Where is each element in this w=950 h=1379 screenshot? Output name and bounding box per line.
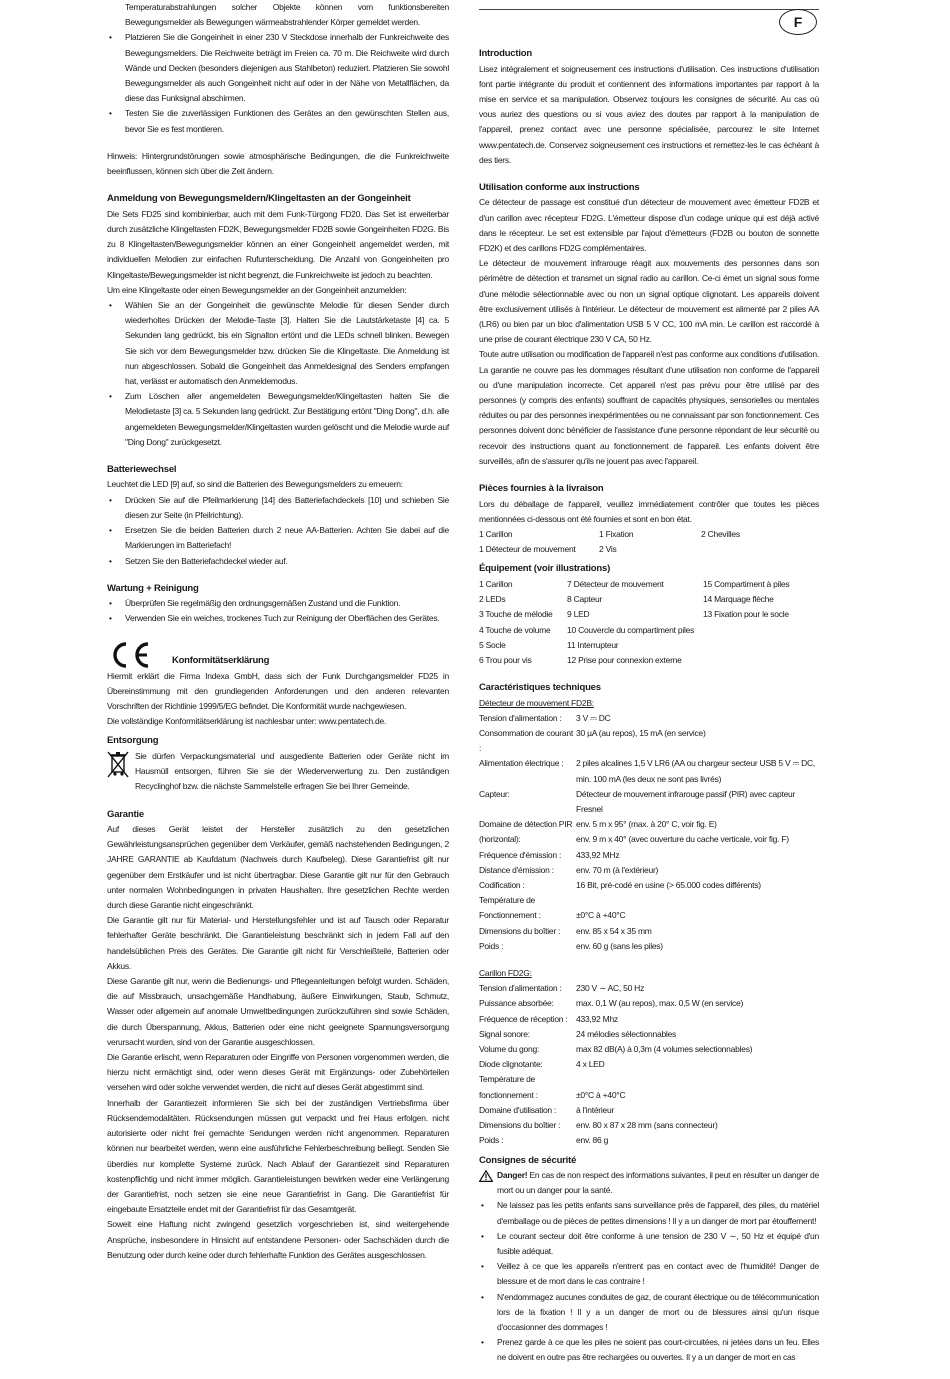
spec-label: Distance d'émission : [479, 864, 554, 875]
ce-heading-row [107, 639, 449, 669]
bullets-top [107, 30, 449, 136]
spec-value: 24 mélodies sélectionnables [576, 1028, 677, 1039]
list-item: 10 Couvercle du compartiment piles [567, 624, 695, 635]
header-rule [479, 9, 819, 10]
list-item: • Prenez garde à ce que les piles ne soient pas court-circuitées, ni jetées dans un feu. Elles ne doivent en outre pas être rechargées ou ouvertes. Il y a un danger de mort en cas [479, 1335, 819, 1365]
spec-label: Tension d'alimentation : [479, 712, 562, 723]
list-item: • Drücken Sie auf die Pfeilmarkierung [14] des Batteriefachdeckels [10] und schieben Sie diesen zur Seite (in Pfeilrichtung). [107, 493, 449, 523]
spec-label: Alimentation électrique : [479, 758, 564, 769]
list-item: 2 Chevilles [701, 528, 740, 539]
anmeldung-paragraph: Die Sets FD25 sind kombinierbar, auch mit dem Funk-Türgong FD20. Das Set ist erweiterbar durch zusätzliche Klingeltasten FD2K, Bewegungsmelder FD2B sowie Gongeinheiten FD2G. Bis zu 8 Klingeltasten/Bewegungsmelder können an einer Gongeinheit angemeldet werden, mit individuellen Melodien zur einfachen Rufunterscheidung. Die Anzahl von Gongeinheiten pro Klingeltaste/Bewegungsmelder ist nicht begrenzt, die Funkreichweite ist jedoch zu beachten. [107, 208, 449, 280]
list-item: • Zum Löschen aller angemeldeten Bewegungsmelder/Klingeltasten halten Sie die Melodietaste [3] ca. 5 Sekunden lang gedrückt. Zur Bestätigung ertönt "Ding Dong", d.h. alle angemeldeten Bewegungsmelder/Klingeltasten wurden gelöscht und die Melodie wurde auf "Ding Dong" zurückgesetzt. [107, 389, 449, 450]
wartung-bullets [107, 596, 449, 626]
list-item: • Testen Sie die zuverlässigen Funktionen des Gerätes an den gewünschten Stellen aus, bevor Sie es fest montieren. [107, 106, 449, 136]
list-item: 11 Interrupteur [567, 639, 619, 650]
list-item: 7 Détecteur de mouvement [567, 578, 664, 589]
spec-label: Tension d'alimentation : [479, 983, 562, 994]
spec-label: (horizontal): [479, 834, 521, 845]
spec-value: max 82 dB(A) à 0,3m (4 volumes selectionnables) [576, 1044, 753, 1055]
spec-label: Signal sonore: [479, 1028, 530, 1039]
spec-value: à l'intérieur [576, 1104, 615, 1115]
usage-heading: Utilisation conforme aux instructions [479, 181, 640, 193]
spec-value [576, 893, 819, 908]
spec-label: Fréquence d'émission : [479, 849, 562, 860]
entsorgung-row [107, 749, 449, 795]
danger-notice [479, 1168, 819, 1198]
anmeldung-heading: Anmeldung von Bewegungsmeldern/Klingeltasten an der Gongeinheit [107, 193, 411, 205]
list-item: 6 Trou pour vis [479, 654, 532, 665]
usage-paragraph: Ce détecteur de passage est constitué d'un détecteur de mouvement avec émetteur FD2B et d'un carillon avec récepteur FD2G. L'émetteur dispose d'un codage unique qui est déjà activé dans le récepteur. Le set est extensible par l'ajout d'émetteurs (FD2B ou bouton de sonnette FD2K) et des carillons FD2G complémentaires. [479, 197, 819, 254]
garantie-paragraph: Soweit eine Haftung nicht zwingend gesetzlich vorgeschrieben ist, sind weitergehende Ansprüche, insbesondere in Hinsicht auf entstandene Personen- oder Sachschäden durch die Benutzung oder durch keine oder durch fehlerhafte Funktion des Gerätes ausgeschlossen. [107, 1219, 449, 1260]
konform-paragraph-2: Die vollständige Konformitätserklärung ist nachlesbar unter: www.pentatech.de. [107, 716, 387, 727]
ce-logo-icon [107, 641, 151, 669]
list-item: 2 LEDs [479, 594, 506, 605]
safety-heading: Consignes de sécurité [479, 1154, 577, 1166]
introduction-heading: Introduction [479, 48, 533, 59]
spec-value: 2 piles alcalines 1,5 V LR6 (AA ou chargeur secteur USB 5 V ⎓ DC, min. 100 mA (les deux ne sont pas livrés) [576, 758, 816, 784]
list-item: • Ersetzen Sie die beiden Batterien durch 2 neue AA-Batterien. Achten Sie dabei auf die Markierungen im Batteriefach! [107, 523, 449, 553]
spec-label: Température de [479, 1074, 536, 1085]
list-item [701, 542, 819, 557]
pieces-heading: Pièces fournies à la livraison [479, 483, 604, 495]
list-item [703, 653, 819, 668]
garantie-heading: Garantie [107, 808, 144, 820]
spec-label: Diode clignotante: [479, 1059, 543, 1070]
list-item: • Wählen Sie an der Gongeinheit die gewünschte Melodie für diesen Sender durch wiederholtes Drücken der Melodie-Taste [3]. Halten Sie die Lautstärketaste [4] ca. 5 Sekunden lang gedrückt, bis ein Signalton ertönt und die LEDs schnell blinken. Bewegen Sie sich vor dem Bewegungsmelder bzw. drücken Sie die Klingeltaste. Die Anmeldung ist nun abgeschlossen. Sobald die Gongeinheit das Anmeldesignal des Senders empfangen hat, verlässt er automatisch den Anmeldemodus. [107, 298, 449, 389]
spec-value [576, 1072, 819, 1087]
spec-label: Codification : [479, 880, 525, 891]
list-item: • Platzieren Sie die Gongeinheit in einer 230 V Steckdose innerhalb der Funkreichweite des Bewegungsmelders. Die Reichweite beträgt im Freien ca. 70 m. Die Reichweite wird durch Wände und Decken (besonders diejenigen aus Stahlbeton) reduziert. Platzieren Sie sowohl Bewegungsmelder als auch Gongeinheit nicht auf oder in der Nähe von Metallflächen, da diese das Funksignal abschirmen. [107, 30, 449, 106]
list-item: • Veillez à ce que les appareils n'entrent pas en contact avec de l'humidité! Danger de blessure et de mort dans le cas contraire ! [479, 1259, 819, 1289]
spec-value: 3 V ⎓ DC [576, 712, 611, 723]
list-item [703, 638, 819, 653]
ce-logo-text: CE [107, 640, 108, 642]
anmeldung-intro: Um eine Klingeltaste oder einen Bewegungsmelder an der Gongeinheit anzumelden: [107, 284, 407, 295]
spec-label: Poids : [479, 940, 504, 951]
garantie-paragraph: Die Garantie erlischt, wenn Reparaturen oder Eingriffe von Personen vorgenommen werden, die hierzu nicht ermächtigt sind, oder wenn dieses Gerät mit Ergänzungs- oder Zubehörteilen versehen wird oder solche verwendet werden, die nicht auf dieses Gerät abgestimmt sind. [107, 1052, 449, 1093]
spec-value: 16 Bit, pré-codé en usine (> 65.000 codes différents) [576, 880, 761, 891]
konform-heading: Konformitätserklärung [172, 654, 270, 666]
danger-label: Danger! [497, 1170, 528, 1180]
list-item: • Setzen Sie den Batteriefachdeckel wieder auf. [107, 554, 449, 569]
spec-value: 4 x LED [576, 1059, 605, 1070]
spec-label: Fonctionnement : [479, 910, 541, 921]
spec-value: ±0°C à +40°C [576, 910, 626, 921]
konform-paragraph: Hiermit erklärt die Firma Indexa GmbH, dass sich der Funk Durchgangsmelder FD25 in Übereinstimmung mit den grundlegenden Anforderungen und den anderen relevanten Vorschriften der Richtlinie 1999/5/EG befindet. Die Konformität wurde nachgewiesen. [107, 670, 449, 712]
spec-value: 433,92 MHz [576, 849, 620, 860]
spec-label: Poids : [479, 1135, 504, 1146]
list-item: 9 LED [567, 609, 590, 620]
spec-value: env. 86 g [576, 1135, 609, 1146]
fd2b-specs [479, 711, 819, 954]
list-item: 15 Compartiment à piles [703, 578, 790, 589]
spec-label: Domaine d'utilisation : [479, 1104, 557, 1115]
list-item: 14 Marquage flèche [703, 594, 774, 605]
list-item: 8 Capteur [567, 594, 603, 605]
list-item: 3 Touche de mélodie [479, 609, 553, 620]
usage-paragraph: Toute autre utilisation ou modification de l'appareil n'est pas conforme aux conditions d'utilisation. La garantie ne couvre pas les dommages résultant d'une utilisation non conforme de l'appareil ou d'une manipulation incorrecte. Cet appareil n'est pas prévu pour être utilisé par des personnes (y compris des enfants) souffrant de capacités physiques, sensorielles ou mentales réduites ou par des personnes inexpérimentées ou ne connaissant par son fonctionnement. Ces personnes doivent donc bénéficier de l'assistance d'une personne répondant de leur sécurité ou recevoir des instructions quant au fonctionnement de l'appareil. Les enfants doivent être surveillés, afin de s'assurer qu'ils ne jouent pas avec l'appareil. [479, 349, 819, 466]
list-item: • Ne laissez pas les petits enfants sans surveillance près de l'appareil, des piles, du matériel d'emballage ou de pièces de petites dimensions ! Il y a un danger de mort par étouffement! [479, 1198, 819, 1228]
spec-value: 230 V ∼ AC, 50 Hz [576, 983, 645, 994]
list-item: 1 Fixation [599, 528, 634, 539]
list-item: 1 Carillon [479, 578, 513, 589]
spec-value: env. 9 m x 40° (avec ouverture du cache verticale, voir fig. F) [576, 834, 789, 845]
wartung-heading: Wartung + Reinigung [107, 582, 199, 594]
spec-value: Détecteur de mouvement infrarouge passif (PIR) avec capteur Fresnel [576, 788, 796, 815]
spec-value: env. 80 x 87 x 28 mm (sans connecteur) [576, 1120, 718, 1131]
fd2g-subheading: Carillon FD2G: [479, 968, 532, 979]
list-item: 5 Socle [479, 639, 506, 650]
spec-value: env. 70 m (à l'extérieur) [576, 864, 659, 875]
batterie-heading: Batteriewechsel [107, 463, 177, 475]
spec-label: Domaine de détection PIR [479, 819, 573, 830]
spec-label: Dimensions du boîtier : [479, 925, 561, 936]
list-item: • Verwenden Sie ein weiches, trockenes Tuch zur Reinigung der Oberflächen des Gerätes. [107, 611, 449, 626]
garantie-paragraph: Diese Garantie gilt nur, wenn die Bedienungs- und Pflegeanleitungen befolgt wurden. Schäden, die auf Missbrauch, unsachgemäße Handhabung, äußere Einwirkungen, Staub, Schmutz, Wasser oder allgemein auf anomale Umweltbedingungen zurückzuführen sind sowie Schäden, die durch Überspannung, Akkus, Batterien oder eine nicht geeignete Spannungsversorgung verursacht wurden, sind von der Garantie ausgeschlossen. [107, 976, 449, 1047]
list-item: • N'endommagez aucunes conduites de gaz, de courant électrique ou de télécommunication lors de la fixation ! Il y a un danger de mort ou de blessures ainsi qu'un risque d'occasionner des dommages ! [479, 1290, 819, 1336]
language-badge: F [779, 9, 817, 35]
spec-value: ±0°C à +40°C [576, 1089, 626, 1100]
entsorgung-paragraph: Sie dürfen Verpackungsmaterial und ausgediente Batterien oder Geräte nicht im Hausmüll entsorgen, führen Sie sie der Wiederverwertung zu. Den zuständigen Recyclinghof bzw. die nächste Sammelstelle erfragen Sie bei Ihrer Gemeinde. [135, 750, 449, 792]
spec-label: Puissance absorbée: [479, 998, 554, 1009]
fd2g-specs [479, 981, 819, 1148]
equipment-list [479, 577, 819, 668]
spec-label: Température de [479, 895, 536, 906]
list-item [703, 623, 819, 638]
garantie-paragraph: Auf dieses Gerät leistet der Hersteller zusätzlich zu den gesetzlichen Gewährleistungsansprüchen gegenüber dem Verkäufer, gemäß nachstehenden Bedingungen, 2 JAHRE GARANTIE ab Kaufdatum (Nachweis durch Kaufbeleg). Diese Garantiefrist gilt nur gegenüber dem Erstkäufer und ist nicht übertragbar. Diese Garantie gilt nur für den Gebrauch unter normalen Wohnbedingungen in privaten Haushalten. Ihre gesetzlichen Rechte werden durch diese Garantie nicht eingeschränkt. [107, 824, 449, 911]
spec-label: Capteur: [479, 788, 510, 799]
spec-value: 30 µA (au repos), 15 mA (en service) [576, 728, 706, 739]
batterie-intro: Leuchtet die LED [9] auf, so sind die Batterien des Bewegungsmelders zu erneuern: [107, 479, 403, 490]
paragraph-continued: Temperaturabstrahlungen solcher Objekte können vom funktionsbereiten Bewegungsmelder als Bewegungen wärmeabstrahlender Körper gemeldet werden. [125, 2, 449, 28]
spec-value: 433,92 Mhz [576, 1013, 618, 1024]
list-item: 1 Détecteur de mouvement [479, 544, 576, 555]
spec-value: env. 85 x 54 x 35 mm [576, 925, 652, 936]
list-item: 2 Vis [599, 544, 617, 555]
safety-bullets [479, 1198, 819, 1365]
garantie-paragraph: Die Garantie gilt nur für Material- und Herstellungsfehler und ist auf Tausch oder Reparatur fehlerhafter Geräte beschränkt. Die Garantieleistung beschränkt sich in jedem Fall auf den handelsüblichen Preis des Gerätes. Die Garantie gilt nicht für Verschleißteile, Batterien oder Akkus. [107, 915, 449, 971]
list-item: 12 Prise pour connexion externe [567, 654, 682, 665]
spec-value: max. 0,1 W (au repos), max. 0,5 W (en service) [576, 998, 744, 1009]
spec-value: env. 60 g (sans les piles) [576, 940, 663, 951]
batterie-bullets [107, 493, 449, 569]
list-item: • Le courant secteur doit être conforme à une tension de 230 V ∼, 50 Hz et équipé d'un fusible adéquat. [479, 1229, 819, 1259]
equipment-heading: Équipement (voir illustrations) [479, 563, 611, 575]
spec-value: env. 5 m x 95° (max. à 20° C, voir fig. E) [576, 819, 717, 830]
danger-text: En cas de non respect des informations suivantes, il peut en résulter un danger de mort ou un danger pour la santé. [497, 1170, 819, 1196]
spec-label: Consommation de courant : [479, 728, 573, 754]
spec-label: fonctionnement : [479, 1089, 538, 1100]
entsorgung-heading: Entsorgung [107, 735, 159, 747]
tech-heading: Caractéristiques techniques [479, 682, 601, 694]
introduction-paragraph: Lisez intégralement et soigneusement ces instructions d'utilisation. Ces instructions d'utilisation font partie intégrante du produit et contiennent des informations importantes par rapport à la mise en service et sa manipulation. Observez toujours les consignes de sécurité. Au cas où vous auriez des questions ou si vous aviez des doutes par rapport à la manipulation de l'appareil, prenez contact avec une personne spécialisée, parcourez le site Internet www.pentatech.de. Conservez soigneusement ces instructions et remettez-les le cas échéant à des tiers. [479, 63, 819, 165]
crossed-bin-icon [107, 749, 135, 795]
list-item: 1 Carillon [479, 528, 513, 539]
spec-label: Fréquence de réception : [479, 1013, 568, 1024]
pieces-paragraph: Lors du déballage de l'appareil, veuillez immédiatement contrôler que toutes les pièces mentionnées ci-dessous ont été fournies et sont en bon état. [479, 498, 819, 524]
warning-triangle-icon [479, 1170, 493, 1182]
spec-label: Dimensions du boîtier : [479, 1120, 561, 1131]
spec-label: Volume du gong: [479, 1044, 540, 1055]
hinweis-paragraph: Hinweis: Hintergrundstörungen sowie atmosphärische Bedingungen, die die Funkreichweite beeinflussen, können sich über die Zeit ändern. [107, 150, 449, 177]
right-column [479, 46, 819, 1366]
list-item: 4 Touche de volume [479, 624, 551, 635]
list-item: 13 Fixation pour le socle [703, 609, 789, 620]
usage-paragraph: Le détecteur de mouvement infrarouge réagit aux mouvements des personnes dans son périmètre de détection et transmet un signal radio au carillon. Ce-ci émet un signal sous forme d'une mélodie sélectionnable avec ou non un signal optique clignotant. Les appareils doivent être exclusivement utilisés à l'intérieur. Le détecteur de mouvement est alimenté par 2 piles AA (LR6) ou bien par un bloc d'alimentation USB 5 V CC, 100 mA min. Le carillon est raccordé à une prise de courant électrique 230 V CA, 50 Hz. [479, 258, 819, 345]
pieces-list [479, 527, 819, 557]
anmeldung-bullets [107, 298, 449, 450]
garantie-paragraph: Innerhalb der Garantiezeit informieren Sie sich bei der zuständigen Vertriebsfirma über Rücksendemodalitäten. Rücksendungen müssen gut verpackt und frei Haus erfolgen. nicht autorisierte oder nicht frei gemachte Sendungen werden nicht angenommen. Reparaturen können nur bearbeitet werden, wenn eine ausführliche Fehlerbeschreibung beiliegt. Senden Sie überdies nur komplette Systeme zurück. Nach Ablauf der Garantiezeit sind Reparaturen kostenpflichtig und nicht immer möglich. Garantieleistungen bewirken weder eine Verlängerung der Garantiefrist, noch setzen sie eine neue Garantiefrist in Gang. Die Garantiefrist für eingebaute Ersatzteile endet mit der Garantiefrist für das Gesamtgerät. [107, 1097, 449, 1215]
fd2b-subheading: Détecteur de mouvement FD2B: [479, 697, 594, 708]
list-item: • Überprüfen Sie regelmäßig den ordnungsgemäßen Zustand und die Funktion. [107, 596, 449, 611]
left-column [107, 0, 449, 1263]
